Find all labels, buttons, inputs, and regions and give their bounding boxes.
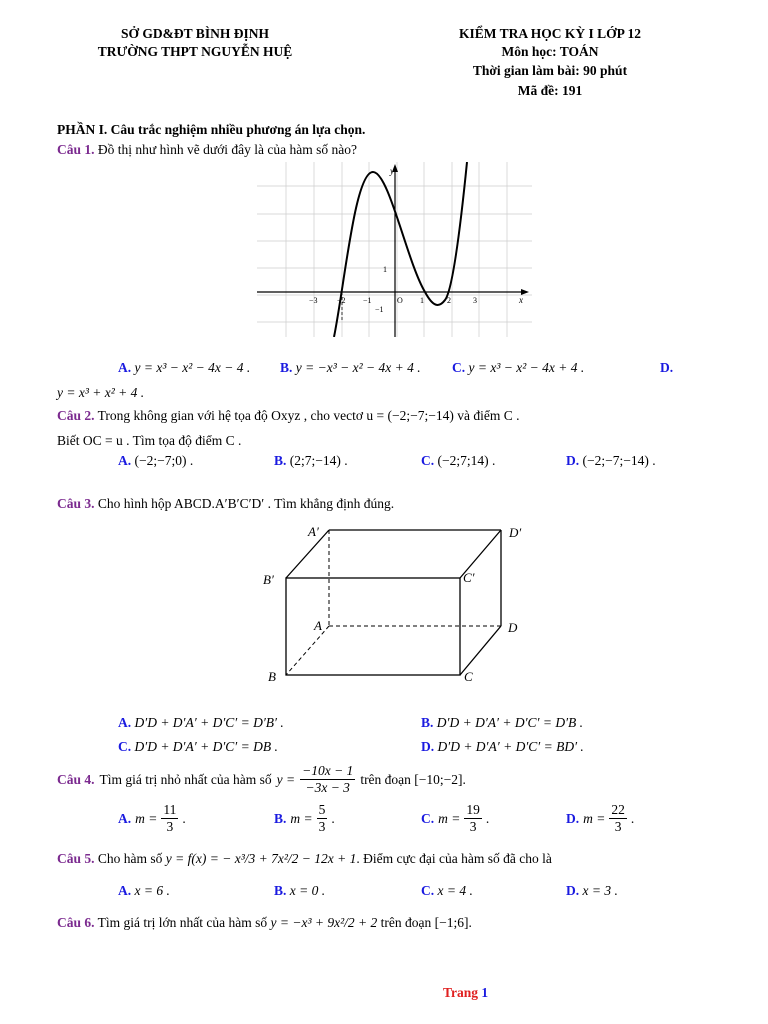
fraction-numerator: 11 [163, 802, 177, 817]
q3-option-c[interactable] [118, 739, 278, 755]
option-text: y = −x³ − x² − 4x + 4 . [295, 360, 421, 375]
option-text: (2;7;−14) . [289, 453, 348, 468]
option-key: A. [118, 360, 132, 375]
q4-option-d[interactable] [566, 802, 634, 835]
q1-option-d-key[interactable]: D. [660, 360, 674, 375]
exam-title: KIỂM TRA HỌC KỲ I LỚP 12 [458, 26, 642, 41]
parallelepiped-figure [258, 518, 533, 690]
page-footer [443, 985, 488, 1001]
question-text-tail: trên đoạn [−1;6]. [380, 915, 472, 930]
tick-x-1: 1 [420, 296, 424, 305]
vertex-b-prime: B′ [263, 572, 274, 587]
option-tail: . [182, 810, 186, 826]
section-title: PHẦN I. Câu trắc nghiệm nhiều phương án lựa chọn. [57, 122, 366, 137]
option-text: D′D + D′A′ + D′C′ = BD′ . [437, 739, 584, 754]
vertex-d-prime: D′ [509, 525, 522, 540]
option-text: D′D + D′A′ + D′C′ = D′B . [436, 715, 584, 730]
q3-option-a[interactable] [118, 715, 284, 731]
q5-option-b[interactable] [274, 883, 325, 899]
question-text-tail: trên đoạn [−10;−2]. [360, 771, 466, 787]
function-curve [334, 162, 467, 337]
question-4 [57, 763, 466, 796]
q3-option-d[interactable] [421, 739, 584, 755]
q5-option-d[interactable] [566, 883, 618, 899]
option-lhs: m = [583, 810, 606, 826]
option-text: (−2;−7;−14) . [582, 453, 656, 468]
option-key: B. [274, 453, 287, 468]
option-text: (−2;−7;0) . [134, 453, 194, 468]
option-lhs: m = [438, 810, 461, 826]
fraction-numerator: 22 [611, 802, 625, 817]
option-text: D′D + D′A′ + D′C′ = D′B′ . [134, 715, 284, 730]
option-text: y = x³ − x² − 4x − 4 . [134, 360, 251, 375]
option-key: B. [274, 810, 287, 826]
q4-option-a[interactable] [118, 802, 186, 835]
q4-option-b[interactable] [274, 802, 335, 835]
option-tail: . [485, 810, 490, 826]
fraction-numerator: 5 [318, 802, 326, 817]
question-text: Cho hàm số [97, 851, 163, 866]
option-text: x = 0 . [289, 883, 326, 898]
q5-option-c[interactable] [421, 883, 473, 899]
option-key: A. [118, 453, 132, 468]
tick-x-neg2: −2 [337, 296, 346, 305]
tick-x-neg1: −1 [363, 296, 372, 305]
q2-option-d[interactable] [566, 453, 656, 469]
tick-y-neg1: −1 [375, 305, 384, 314]
function-fraction [300, 763, 355, 796]
question-label: Câu 6. [57, 915, 95, 930]
vertex-b: B [268, 669, 276, 684]
option-key: C. [421, 810, 435, 826]
option-fraction [161, 802, 178, 835]
option-text: D′D + D′A′ + D′C′ = DB . [134, 739, 278, 754]
option-key: C. [421, 883, 435, 898]
option-text: x = 4 . [437, 883, 473, 898]
option-key: C. [452, 360, 466, 375]
school-name: TRƯỜNG THPT NGUYỄN HUỆ [97, 44, 293, 59]
fraction-denominator: 3 [469, 819, 477, 834]
option-text: (−2;7;14) . [437, 453, 496, 468]
subject: Môn học: TOÁN [501, 44, 599, 59]
question-text: Trong không gian với hệ tọa độ Oxyz , cho vectơ u = (−2;−7;−14) và điểm C . [97, 408, 520, 423]
option-fraction [464, 802, 482, 835]
q3-option-b[interactable] [421, 715, 583, 731]
q2-option-c[interactable] [421, 453, 495, 469]
question-text: Tìm giá trị lớn nhất của hàm số [97, 915, 268, 930]
option-key: D. [421, 739, 435, 754]
option-key: D. [566, 453, 580, 468]
option-key: B. [421, 715, 434, 730]
option-tail: . [331, 810, 335, 826]
option-key: C. [421, 453, 435, 468]
option-fraction [609, 802, 627, 835]
option-key: D. [566, 810, 580, 826]
question-6 [57, 915, 472, 931]
question-5 [57, 851, 552, 867]
fraction-denominator: 3 [166, 819, 174, 834]
question-2 [57, 408, 519, 424]
fraction-denominator: 3 [614, 819, 622, 834]
option-key: A. [118, 810, 132, 826]
option-key: A. [118, 883, 132, 898]
x-axis-label: x [519, 295, 523, 305]
school-department: SỞ GD&ĐT BÌNH ĐỊNH [121, 26, 269, 41]
question-1 [57, 142, 357, 158]
option-key: B. [274, 883, 287, 898]
tick-x-2: 2 [447, 296, 451, 305]
y-axis-label: y [390, 166, 394, 176]
footer-page-number: 1 [481, 985, 489, 1000]
fraction-denominator: −3x − 3 [305, 780, 350, 795]
option-key: C. [118, 739, 132, 754]
function-expression: y = −x³ + 9x²/2 + 2 [270, 915, 378, 930]
option-tail: . [630, 810, 635, 826]
q1-option-d-text: y = x³ + x² + 4 . [57, 385, 145, 400]
tick-x-3: 3 [473, 296, 477, 305]
function-expression: y = f(x) = − x³/3 + 7x²/2 − 12x + 1 [165, 851, 357, 866]
option-text: x = 6 . [134, 883, 170, 898]
vertex-d: D [508, 620, 518, 635]
q2-option-b[interactable] [274, 453, 348, 469]
option-fraction [317, 802, 328, 835]
tick-x-neg3: −3 [309, 296, 318, 305]
question-label: Câu 2. [57, 408, 95, 423]
exam-code: Mã đề: 191 [517, 83, 583, 98]
option-lhs: m = [290, 810, 313, 826]
q2-option-a[interactable] [118, 453, 193, 469]
fraction-numerator: −10x − 1 [302, 763, 354, 778]
vertex-c-prime: C′ [463, 570, 475, 585]
question-text: Cho hình hộp ABCD.A′B′C′D′ . Tìm khẳng định đúng. [97, 496, 395, 511]
question-3 [57, 496, 394, 512]
q4-option-c[interactable] [421, 802, 489, 835]
option-text: y = x³ − x² − 4x + 4 . [468, 360, 585, 375]
option-key: A. [118, 715, 132, 730]
origin-label: O [397, 296, 403, 305]
question-label: Câu 5. [57, 851, 95, 866]
q1-option-a[interactable] [118, 360, 250, 376]
question-label: Câu 4. [57, 771, 95, 787]
vertex-a-prime: A′ [308, 524, 319, 539]
vertex-c: C [464, 669, 473, 684]
question-label: Câu 1. [57, 142, 95, 157]
function-lhs: y = [276, 771, 296, 787]
q1-option-b[interactable] [280, 360, 421, 376]
option-key: B. [280, 360, 293, 375]
tick-y-1: 1 [383, 265, 387, 274]
question-text-tail: . Điểm cực đại của hàm số đã cho là [356, 851, 552, 866]
q1-option-c[interactable] [452, 360, 584, 376]
cubic-function-graph [257, 162, 532, 337]
fraction-numerator: 19 [466, 802, 480, 817]
footer-page-word: Trang [443, 985, 479, 1000]
option-lhs: m = [135, 810, 158, 826]
fraction-denominator: 3 [318, 819, 326, 834]
q5-option-a[interactable] [118, 883, 170, 899]
exam-duration: Thời gian làm bài: 90 phút [472, 63, 628, 78]
vertex-a: A [314, 618, 322, 633]
option-key: D. [566, 883, 580, 898]
option-text: x = 3 . [582, 883, 618, 898]
question-text: Đồ thị như hình vẽ dưới đây là của hàm số nào? [97, 142, 357, 157]
question-label: Câu 3. [57, 496, 95, 511]
question-text: Tìm giá trị nhỏ nhất của hàm số [99, 771, 272, 787]
question-2-line2: Biết OC = u . Tìm tọa độ điểm C . [57, 433, 242, 448]
